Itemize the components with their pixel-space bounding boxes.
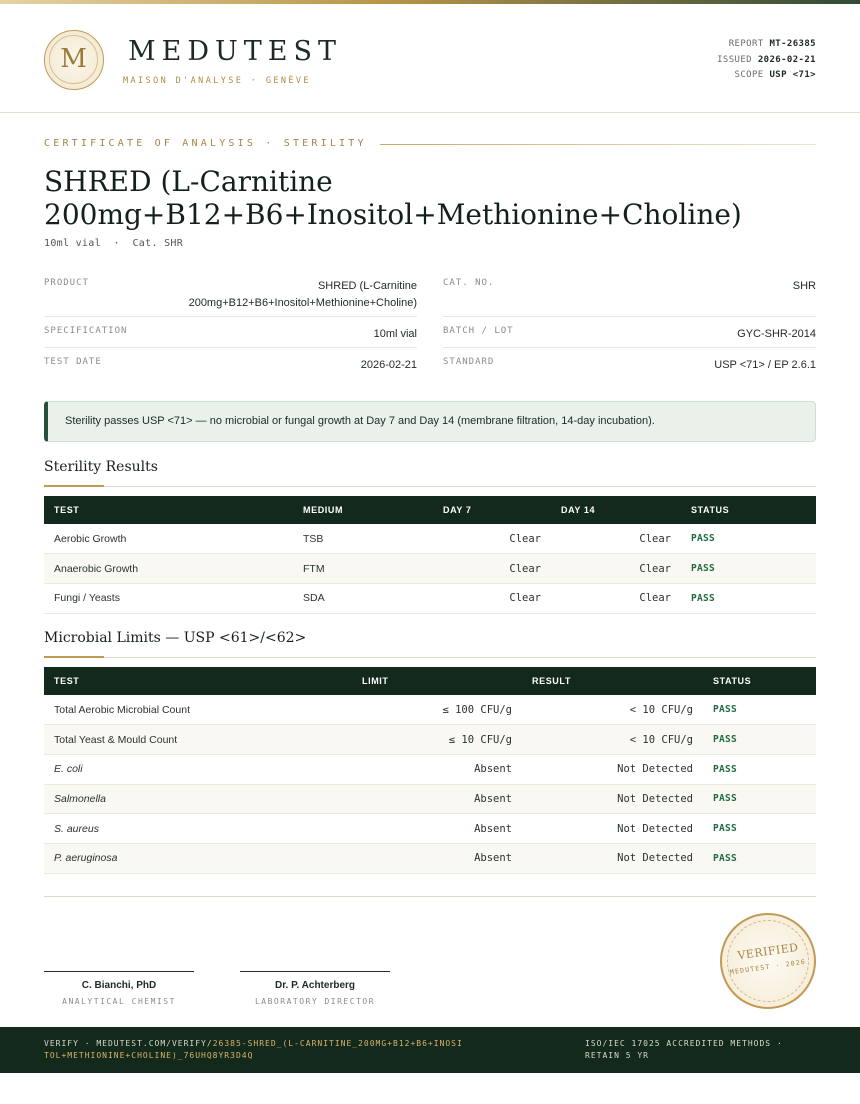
signatory-name: C. Bianchi, PhD — [81, 980, 157, 991]
report-id: MT-26385 — [769, 39, 816, 49]
limit: Absent — [352, 814, 522, 844]
test-name: S. aureus — [44, 814, 352, 844]
signature-block — [240, 971, 390, 1006]
table-row — [44, 524, 816, 554]
section-accent — [44, 485, 104, 487]
certificate-label: CERTIFICATE OF ANALYSIS · STERILITY — [44, 138, 367, 149]
result-summary-banner — [44, 401, 816, 442]
page-footer — [0, 1027, 860, 1073]
result: Not Detected — [522, 814, 703, 844]
info-product — [44, 278, 417, 317]
brand-name: MEDUTEST — [128, 36, 342, 67]
issued-date: 2026-02-21 — [757, 54, 816, 65]
brand-logo — [44, 30, 104, 90]
table-header-row — [44, 667, 816, 695]
signatory-title: ANALYTICAL CHEMIST — [62, 997, 176, 1006]
test-name: P. aeruginosa — [44, 843, 352, 873]
table-row — [44, 754, 816, 784]
test-name: Total Yeast & Mould Count — [44, 725, 352, 755]
limit: ≤ 100 CFU/g — [352, 695, 522, 725]
microbial-table — [44, 667, 816, 874]
col-header: RESULT — [522, 667, 703, 695]
section-accent — [44, 656, 104, 658]
issued-line: ISSUED 2026-02-21 — [717, 54, 816, 65]
table-row — [44, 583, 816, 613]
limit: Absent — [352, 754, 522, 784]
certificate-rule — [380, 144, 816, 145]
product-subline: 10ml vial · Cat. SHR — [44, 238, 184, 249]
result: Not Detected — [522, 843, 703, 873]
col-header: MEDIUM — [293, 496, 433, 524]
day7-result: Clear — [433, 583, 551, 613]
signatory-title: LABORATORY DIRECTOR — [254, 997, 375, 1006]
medium: SDA — [293, 583, 433, 613]
table-row — [44, 843, 816, 873]
report-id-line: REPORT MT-26385 — [728, 39, 816, 49]
scope-line: SCOPE USP <71> — [734, 70, 816, 80]
result: Not Detected — [522, 754, 703, 784]
verify-path: 26385-SHRED_(L-CARNITINE_200MG+B12+B6+INOSITOL+METHIONINE+CHOLINE)_76UHQ8YR3D4Q — [44, 1039, 463, 1060]
result: < 10 CFU/g — [522, 695, 703, 725]
test-name: E. coli — [44, 754, 352, 784]
scope-value: USP <71> — [769, 70, 816, 80]
section-rule — [44, 657, 816, 658]
seal-sub: MEDUTEST · 2026 — [729, 957, 807, 977]
table-row — [44, 725, 816, 755]
day14-result: Clear — [551, 583, 681, 613]
info-standard — [443, 357, 816, 377]
info-label: SPECIFICATION — [44, 326, 128, 336]
info-label: CAT. NO. — [443, 278, 495, 288]
report-meta — [717, 37, 816, 84]
table-header-row — [44, 496, 816, 524]
col-header: LIMIT — [352, 667, 522, 695]
product-title: SHRED (L-Carnitine 200mg+B12+B6+Inositol+Methionine+Choline) — [44, 165, 742, 231]
day14-result: Clear — [551, 554, 681, 584]
info-value: 10ml vial — [373, 328, 417, 340]
status-badge: PASS — [681, 583, 816, 613]
section-rule — [44, 486, 816, 487]
info-batch — [443, 326, 816, 348]
col-header: TEST — [44, 667, 352, 695]
table-row — [44, 814, 816, 844]
result: < 10 CFU/g — [522, 725, 703, 755]
limit: Absent — [352, 784, 522, 814]
info-label: BATCH / LOT — [443, 326, 514, 336]
test-name: Salmonella — [44, 784, 352, 814]
info-value: USP <71> / EP 2.6.1 — [714, 359, 816, 371]
status-badge: PASS — [703, 725, 816, 755]
limit: ≤ 10 CFU/g — [352, 725, 522, 755]
col-header: STATUS — [703, 667, 816, 695]
accreditation-note: ISO/IEC 17025 ACCREDITED METHODS · RETAIN 5 YR — [585, 1039, 783, 1060]
page-header — [0, 4, 860, 113]
test-name: Fungi / Yeasts — [44, 583, 293, 613]
info-value: GYC-SHR-2014 — [737, 328, 816, 340]
status-badge: PASS — [703, 814, 816, 844]
info-label: PRODUCT — [44, 278, 89, 288]
col-header: DAY 7 — [433, 496, 551, 524]
day14-result: Clear — [551, 524, 681, 554]
sterility-section-title: Sterility Results — [44, 459, 158, 475]
signature-divider — [44, 896, 816, 897]
status-badge: PASS — [681, 554, 816, 584]
signature-block — [44, 971, 194, 1006]
col-header: STATUS — [681, 496, 816, 524]
status-badge: PASS — [703, 695, 816, 725]
brand-subtitle: MAISON D'ANALYSE · GENÈVE — [123, 76, 311, 86]
info-label: STANDARD — [443, 357, 495, 367]
medium: TSB — [293, 524, 433, 554]
test-name: Aerobic Growth — [44, 524, 293, 554]
logo-letter: M — [60, 44, 87, 74]
signatory-name: Dr. P. Achterberg — [274, 980, 356, 991]
microbial-section-title: Microbial Limits — USP <61>/<62> — [44, 630, 307, 646]
test-name: Total Aerobic Microbial Count — [44, 695, 352, 725]
info-value: SHRED (L-Carnitine 200mg+B12+B6+Inositol+Methionine+Choline) — [188, 280, 417, 309]
table-row — [44, 554, 816, 584]
day7-result: Clear — [433, 524, 551, 554]
verify-link[interactable]: VERIFY · MEDUTEST.COM/VERIFY/26385-SHRED_(L-CARNITINE_200MG+B12+B6+INOSITOL+METHIONINE+CHOLINE)_76UHQ8YR3D4Q — [44, 1039, 463, 1060]
sterility-table — [44, 496, 816, 614]
limit: Absent — [352, 843, 522, 873]
test-name: Anaerobic Growth — [44, 554, 293, 584]
status-badge: PASS — [703, 754, 816, 784]
table-row — [44, 695, 816, 725]
info-value: SHR — [792, 280, 816, 292]
info-value: 2026-02-21 — [360, 359, 417, 371]
info-test-date — [44, 357, 417, 377]
info-catno — [443, 278, 816, 317]
info-label: TEST DATE — [44, 357, 102, 367]
table-row — [44, 784, 816, 814]
day7-result: Clear — [433, 554, 551, 584]
medium: FTM — [293, 554, 433, 584]
status-badge: PASS — [703, 843, 816, 873]
status-badge: PASS — [681, 524, 816, 554]
seal-word: VERIFIED — [736, 940, 800, 963]
info-specification — [44, 326, 417, 348]
col-header: DAY 14 — [551, 496, 681, 524]
result: Not Detected — [522, 784, 703, 814]
verified-seal — [720, 913, 816, 1009]
banner-text: Sterility passes USP <71> — no microbial or fungal growth at Day 7 and Day 14 (membrane filtration, 14-day incubation). — [65, 415, 655, 427]
status-badge: PASS — [703, 784, 816, 814]
col-header: TEST — [44, 496, 293, 524]
